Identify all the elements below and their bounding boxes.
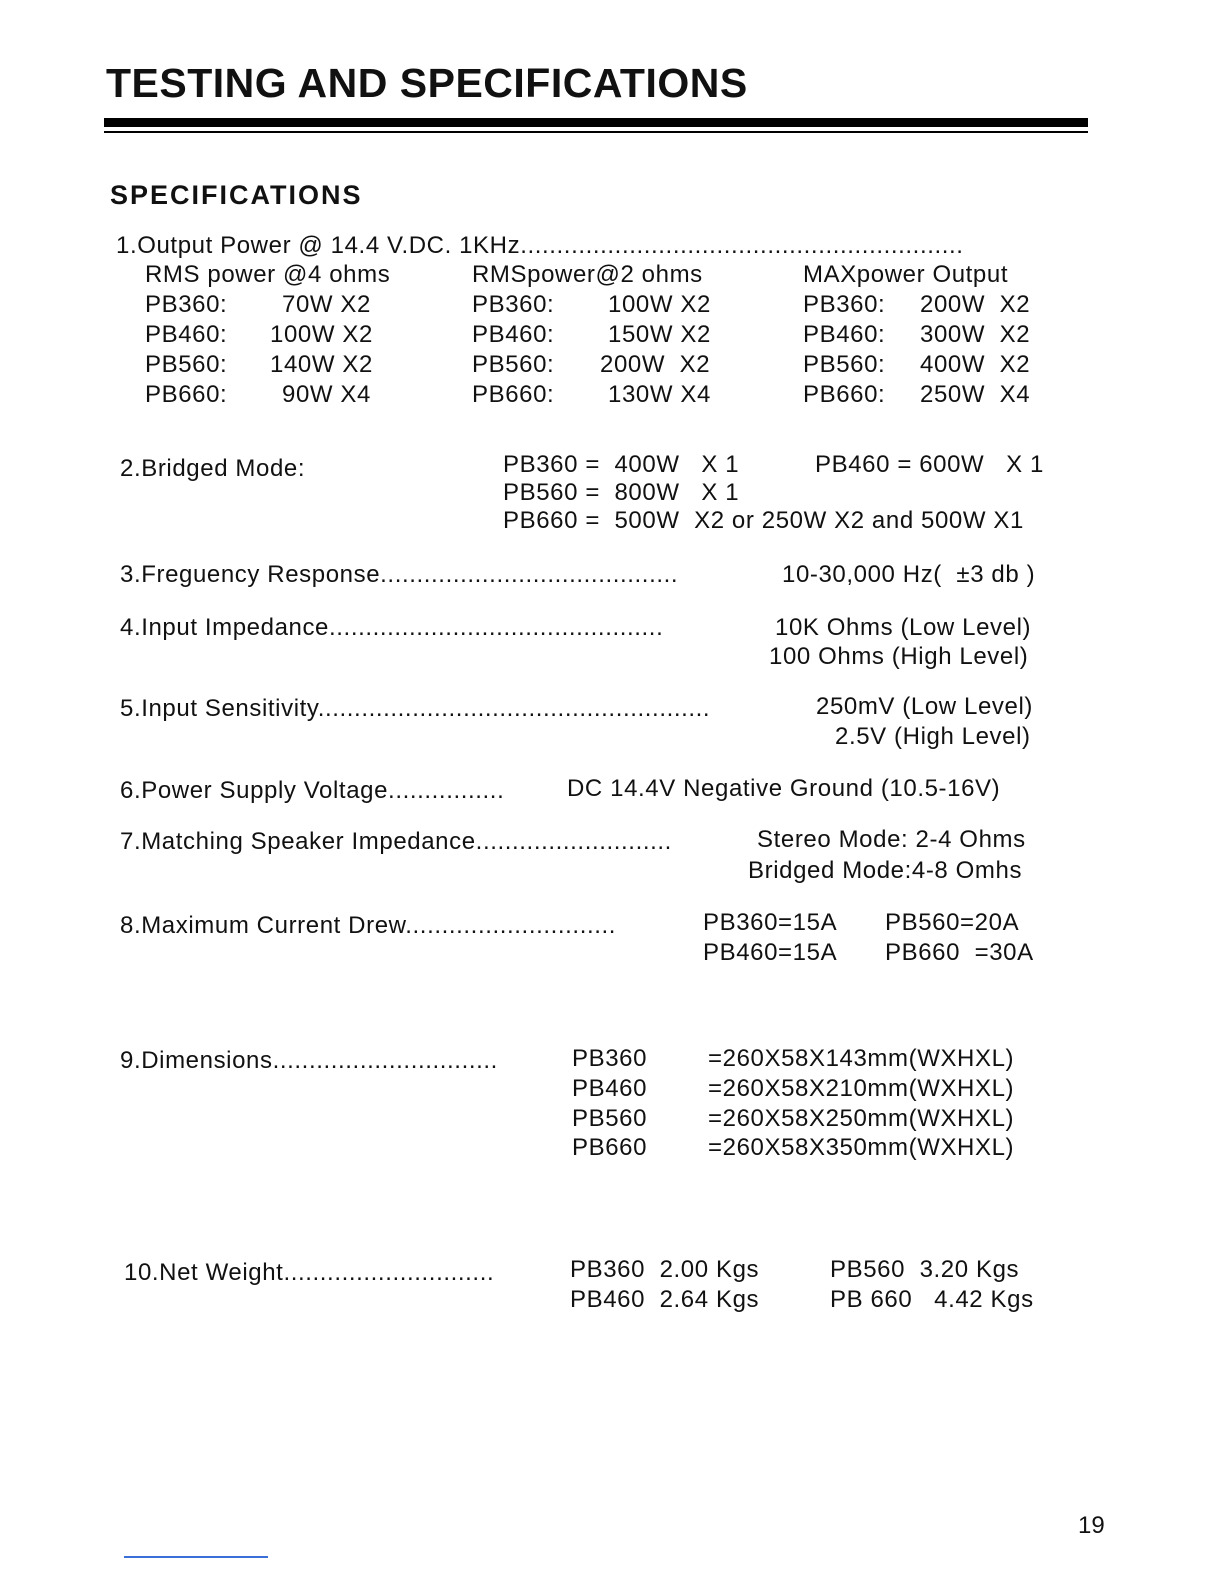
title-rule-thin [104,131,1088,133]
current-value: PB660 =30A [885,939,1034,966]
rms2-value: 130W X4 [608,381,711,408]
weight-value: PB360 2.00 Kgs [570,1256,760,1283]
spec-power-supply-value: DC 14.4V Negative Ground (10.5-16V) [567,775,1001,802]
dimension-model: PB460 [572,1075,648,1102]
rms2-model: PB660: [472,381,555,408]
max-model: PB460: [803,321,886,348]
weight-value: PB 660 4.42 Kgs [830,1286,1034,1313]
bridged-line: PB660 = 500W X2 or 250W X2 and 500W X1 [503,507,1024,534]
bridged-line: PB460 = 600W X 1 [815,451,1044,478]
rms2-model: PB560: [472,351,555,378]
spec-frequency-value: 10-30,000 Hz( ±3 db ) [782,561,1036,588]
col-rms4-header: RMS power @4 ohms [145,261,391,288]
rms2-value: 100W X2 [608,291,711,318]
spec-dimensions-label: 9.Dimensions............................... [120,1047,498,1074]
col-max-header: MAXpower Output [803,261,1009,288]
dimension-model: PB660 [572,1134,648,1161]
spec-sensitivity-label: 5.Input Sensitivity...................................................... [120,695,711,722]
spec-sensitivity-value: 2.5V (High Level) [835,723,1031,750]
leader-dots: ...................................................... [317,695,711,722]
weight-value: PB560 3.20 Kgs [830,1256,1020,1283]
spec-current-label: 8.Maximum Current Drew............................. [120,912,617,939]
page-title: TESTING AND SPECIFICATIONS [106,60,748,106]
spec-speaker-value: Bridged Mode:4-8 Omhs [748,857,1023,884]
page-number: 19 [1078,1512,1105,1539]
bridged-line: PB360 = 400W X 1 [503,451,740,478]
weight-value: PB460 2.64 Kgs [570,1286,760,1313]
rms2-model: PB360: [472,291,555,318]
current-value: PB560=20A [885,909,1020,936]
max-value: 300W X2 [920,321,1031,348]
spec-frequency-label: 3.Freguency Response......................................... [120,561,679,588]
leader-dots: .............................................. [329,614,664,641]
rms4-value: 90W X4 [282,381,371,408]
spec-speaker-label: 7.Matching Speaker Impedance........................... [120,828,672,855]
leader-dots: ........................... [475,828,672,855]
rms4-value: 100W X2 [270,321,373,348]
spec-speaker-value: Stereo Mode: 2-4 Ohms [757,826,1026,853]
dimension-value: =260X58X250mm(WXHXL) [708,1105,1015,1132]
dimension-model: PB560 [572,1105,648,1132]
rms2-value: 150W X2 [608,321,711,348]
col-rms2-header: RMSpower@2 ohms [472,261,703,288]
section-heading: SPECIFICATIONS [110,180,363,210]
leader-dots: ............................................................. [520,232,964,259]
max-value: 250W X4 [920,381,1031,408]
leader-dots: ......................................... [380,561,679,588]
spec-weight-label: 10.Net Weight............................. [124,1259,495,1286]
spec-output-power-label: 1.Output Power @ 14.4 V.DC. 1KHz............................................................. [116,232,964,259]
current-value: PB360=15A [703,909,838,936]
dimension-model: PB360 [572,1045,648,1072]
leader-dots: ............................... [272,1047,498,1074]
bridged-line: PB560 = 800W X 1 [503,479,740,506]
rms4-value: 70W X2 [282,291,371,318]
spec-impedance-value: 10K Ohms (Low Level) [775,614,1032,641]
spec-bridged-label: 2.Bridged Mode: [120,455,306,482]
max-model: PB660: [803,381,886,408]
max-value: 200W X2 [920,291,1031,318]
current-value: PB460=15A [703,939,838,966]
max-model: PB560: [803,351,886,378]
dimension-value: =260X58X350mm(WXHXL) [708,1134,1015,1161]
spec-impedance-value: 100 Ohms (High Level) [769,643,1029,670]
rms4-model: PB460: [145,321,228,348]
dimension-value: =260X58X210mm(WXHXL) [708,1075,1015,1102]
title-rule-thick [104,118,1088,127]
spec-power-supply-label: 6.Power Supply Voltage................ [120,777,505,804]
leader-dots: ............................. [405,912,617,939]
spec-impedance-label: 4.Input Impedance.............................................. [120,614,664,641]
spec-sensitivity-value: 250mV (Low Level) [816,693,1033,720]
rms4-model: PB560: [145,351,228,378]
max-model: PB360: [803,291,886,318]
footer-divider [124,1556,268,1558]
rms4-model: PB360: [145,291,228,318]
rms2-value: 200W X2 [600,351,711,378]
rms4-model: PB660: [145,381,228,408]
leader-dots: ............................. [283,1259,495,1286]
dimension-value: =260X58X143mm(WXHXL) [708,1045,1015,1072]
rms4-value: 140W X2 [270,351,373,378]
max-value: 400W X2 [920,351,1031,378]
leader-dots: ................ [388,777,505,804]
rms2-model: PB460: [472,321,555,348]
